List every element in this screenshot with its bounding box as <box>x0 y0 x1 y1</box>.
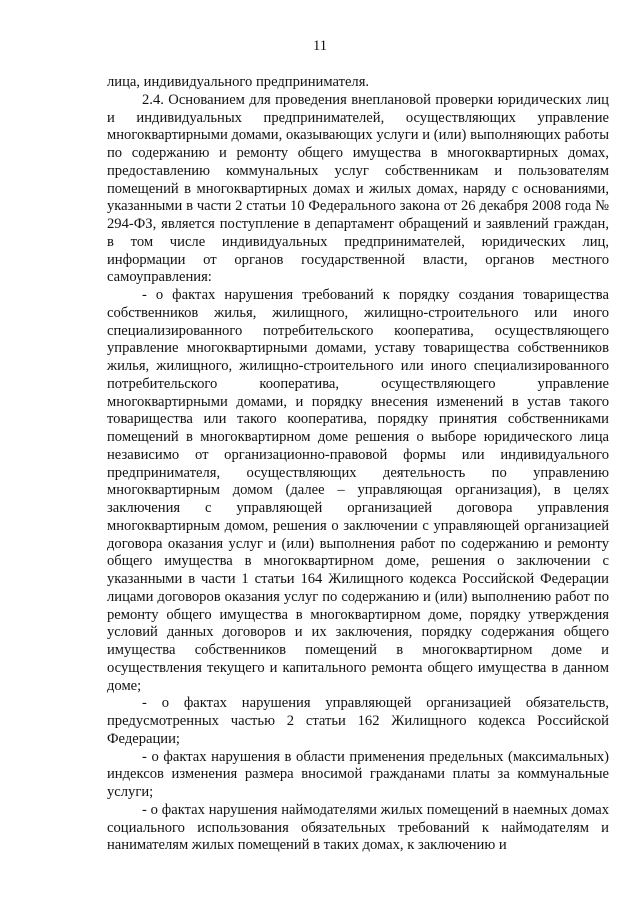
paragraph-clause-2-4: 2.4. Основанием для проведения внеплановой проверки юридических лиц и индивидуальных предпринимателей, осуществляющих управление многоквартирными домами, оказывающих услуги и (или) выполняющих работы по содержанию и ремонту общего имущества в многоквартирных домах, предоставлению коммунальных услуг собственникам и пользователям помещений в многоквартирных домах и жилых домах, наряду с основаниями, указанными в части 2 статьи 10 Федерального закона от 26 декабря 2008 года № 294-ФЗ, является поступление в департамент обращений и заявлений граждан, в том числе индивидуальных предпринимателей, юридических лиц, информации от органов государственной власти, органов местного самоуправления: <box>107 91 609 286</box>
list-item-utility-payment-indices: - о фактах нарушения в области применения предельных (максимальных) индексов изменения размера вносимой гражданами платы за коммунальные услуги; <box>107 748 609 800</box>
list-item-management-obligations: - о фактах нарушения управляющей организацией обязательств, предусмотренных частью 2 статьи 162 Жилищного кодекса Российской Федерации; <box>107 695 609 747</box>
list-item-partnership-violations: - о фактах нарушения требований к порядку создания товарищества собственников жилья, жилищного, жилищно-строительного или иного специализированного потребительского кооператива, осуществляющего управление многоквартирными домами, уставу товарищества собственников жилья, жилищного, жилищно-строительного или иного специализированного потребительского кооператива, осуществляющего управление многоквартирными домами, и порядку внесения изменений в устав такого товарищества или такого кооператива, порядку принятия собственниками помещений в многоквартирном доме решения о выборе юридического лица независимо от организационно-правовой формы или индивидуального предпринимателя, осуществляющих деятельность по управлению многоквартирным домом (далее – управляющая организация), в целях заключения с управляющей организацией договора управления многоквартирным домом, решения о заключении с управляющей организацией договора оказания услуг и (или) выполнения работ по содержанию и ремонту общего имущества в многоквартирном доме, решения о заключении с указанными в части 1 статьи 164 Жилищного кодекса Российской Федерации лицами договоров оказания услуг по содержанию и (или) выполнению работ по ремонту общего имущества в многоквартирном доме, порядку утверждения условий данных договоров и их заключения, порядку содержания общего имущества собственников помещений в многоквартирном доме и осуществления текущего и капитального ремонта общего имущества в данном доме; <box>107 287 609 694</box>
page-number: 11 <box>312 38 328 54</box>
list-item-social-housing-landlords: - о фактах нарушения наймодателями жилых помещений в наемных домах социального использования обязательных требований к наймодателям и нанимателям жилых помещений в таких домах, к заключению и <box>107 801 609 854</box>
paragraph-continuation: лица, индивидуального предпринимателя. <box>107 74 370 90</box>
document-body <box>107 74 609 855</box>
